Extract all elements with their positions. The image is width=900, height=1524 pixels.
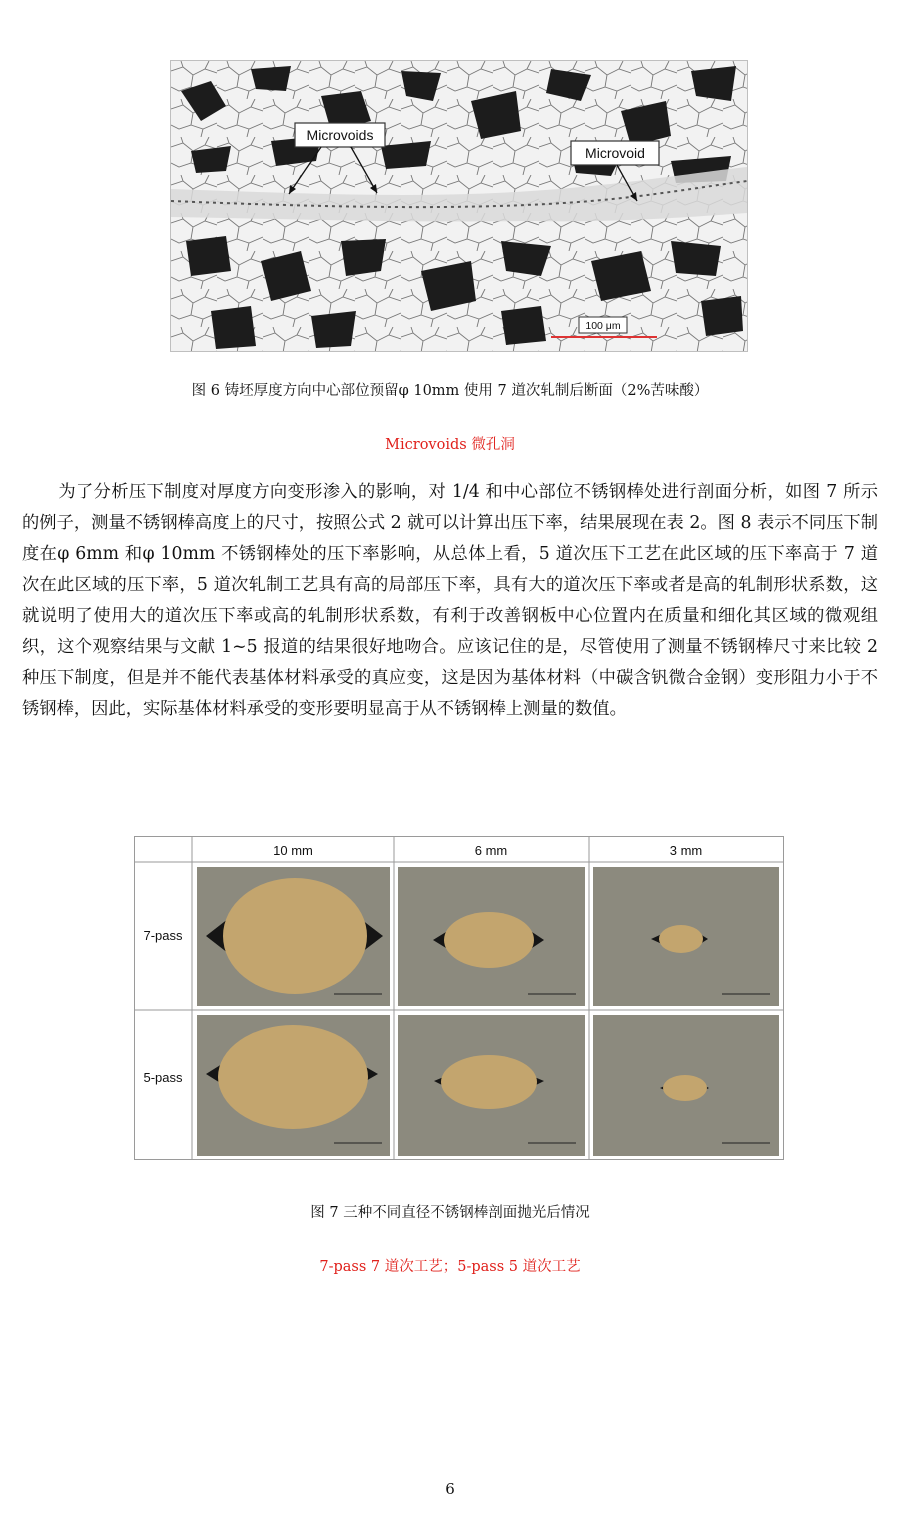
figure-7-grid [134, 836, 784, 1160]
body-paragraph [22, 477, 878, 725]
column-header-6mm: 6 mm [474, 843, 508, 858]
panel-5pass-3mm [593, 1015, 779, 1156]
figure-7-caption: 图 7 三种不同直径不锈钢棒剖面抛光后情况 [310, 1205, 590, 1221]
panel-5pass-10mm [197, 1015, 390, 1156]
svg-text:Microvoid: Microvoid [585, 145, 645, 161]
figure-6-note: Microvoids 微孔洞 [385, 437, 515, 453]
panel-7pass-10mm [197, 867, 390, 1006]
svg-text:Microvoids: Microvoids [306, 127, 374, 143]
figure-6-micrograph [170, 60, 748, 352]
row-header-7pass: 7-pass [143, 928, 183, 943]
column-header-10mm: 10 mm [273, 843, 313, 858]
page-number: 6 [445, 1480, 455, 1498]
panel-5pass-6mm [398, 1015, 585, 1156]
svg-text:100 μm: 100 μm [585, 320, 621, 332]
body-paragraph-text: 为了分析压下制度对厚度方向变形渗入的影响，对 1/4 和中心部位不锈钢棒处进行剖面分析，如图 7 所示的例子，测量不锈钢棒高度上的尺寸，按照公式 2 就可以计算出压下率，结果展现在表 2。图 8 表示不同压下制度在φ 6mm 和φ 10mm 不锈钢棒处的压下率影响，从总体上看，5 道次压下工艺在此区域的压下率高于 7 道次在此区域的压下率，5 道次轧制工艺具有高的局部压下率，具有大的道次压下率或者是高的轧制形状系数，这就说明了使用大的道次压下率或高的轧制形状系数，有利于改善钢板中心位置内在质量和细化其区域的微观组织，这个观察结果与文献 1~5 报道的结果很好地吻合。应该记住的是，尽管使用了测量不锈钢棒尺寸来比较 2 种压下制度，但是并不能代表基体材料承受的真应变，这是因为基体材料（中碳含钒微合金钢）变形阻力小于不锈钢棒，因此，实际基体材料承受的变形要明显高于从不锈钢棒上测量的数值。 [22, 482, 878, 719]
row-header-5pass: 5-pass [143, 1070, 183, 1085]
panel-7pass-3mm [593, 867, 779, 1006]
panel-7pass-6mm [398, 867, 585, 1006]
column-header-3mm: 3 mm [669, 843, 703, 858]
figure-7-note: 7-pass 7 道次工艺；5-pass 5 道次工艺 [319, 1259, 581, 1275]
figure-6-caption: 图 6 铸坯厚度方向中心部位预留φ 10mm 使用 7 道次轧制后断面（2%苦味酸） [191, 383, 709, 399]
